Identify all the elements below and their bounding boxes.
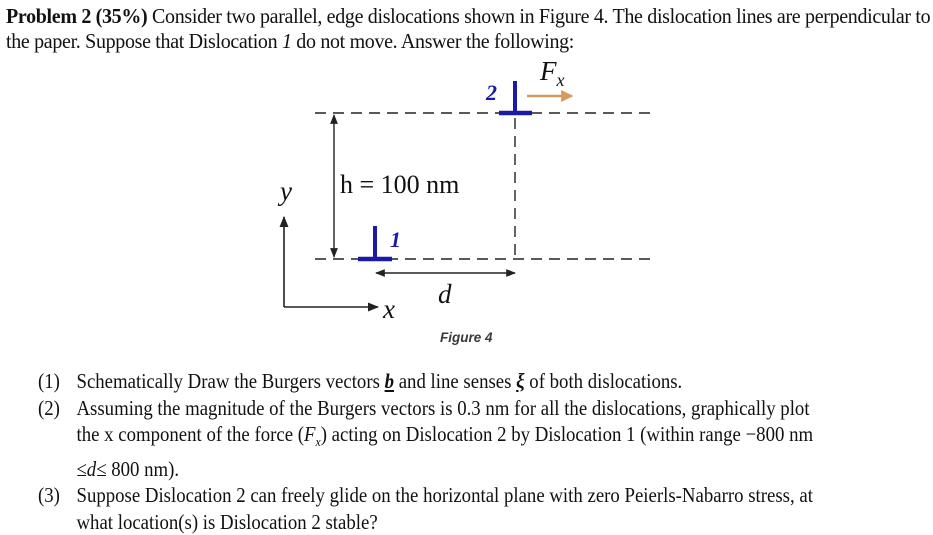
question-3 [38,482,933,535]
figure-caption: Figure 4 [440,330,493,345]
intro-text-2: do not move. Answer the following: [291,29,575,53]
question-1 [38,368,933,395]
question-number: (3) [38,483,60,508]
dislocation-1-label: 1 [390,227,401,252]
dislocation-ref: 1 [281,29,292,53]
distance-label: d [438,279,452,309]
question-list [38,368,933,535]
question-text: Schematically Draw the Burgers vectors b and line senses ξ of both dislocations. [76,369,683,393]
force-label: $F_x$ [540,56,565,90]
question-number: (2) [38,395,60,420]
x-axis-label: x [383,294,395,324]
intro-text-1: Consider two parallel, edge dislocations shown in Figure 4. The dislocation lines are perpendicular to the paper. Suppose that Dislocation [6,4,931,53]
dislocation-1-symbol [358,226,392,259]
dislocation-2-label: 2 [486,80,497,105]
question-2 [38,395,933,483]
problem-heading: Problem 2 (35%) [6,4,148,28]
height-label: h = 100 nm [340,170,460,199]
question-number: (1) [38,369,60,393]
question-text: Assuming the magnitude of the Burgers vectors is 0.3 nm for all the dislocations, graphically plot the x component of the force $(F_x)$ acting on Dislocation 2 by Dislocation 1 (within range −800 nm ≤d≤ 800 nm). [76,395,814,481]
y-axis-label: y [280,176,292,206]
line-sense-symbol: ξ [516,369,525,393]
question-text: Suppose Dislocation 2 can freely glide on the horizontal plane with zero Peierls-Nabarro stress, at what location(s) is Dislocation 2 stable? [76,483,813,534]
burgers-vector-symbol: b [384,369,395,393]
